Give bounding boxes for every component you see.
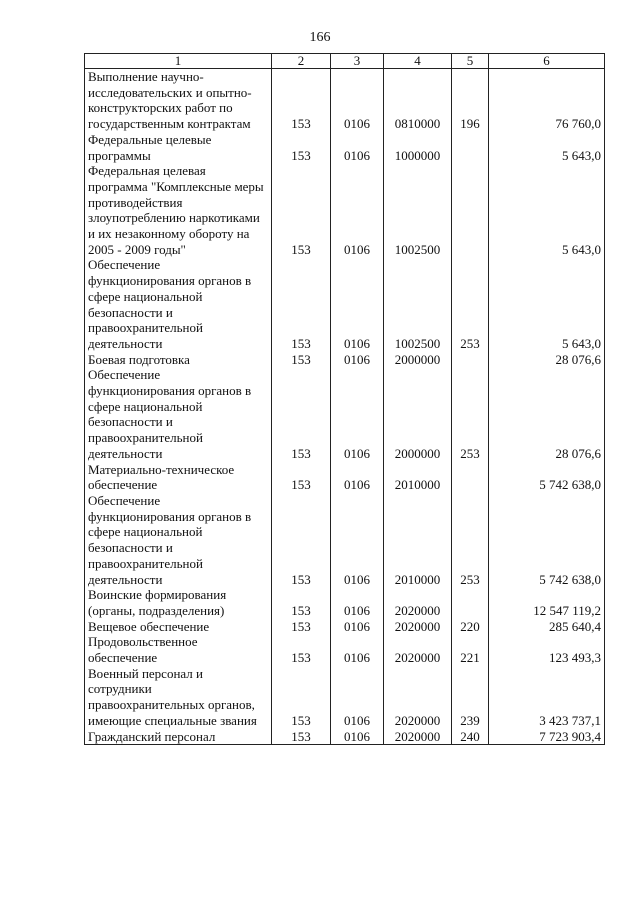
budget-table bbox=[84, 53, 605, 745]
row-code-4: 0810000 bbox=[384, 69, 452, 132]
row-code-2: 153 bbox=[272, 634, 331, 665]
row-code-2: 153 bbox=[272, 257, 331, 351]
table-row bbox=[85, 634, 605, 665]
row-code-5: 240 bbox=[452, 729, 489, 745]
row-name: Военный персонал и сотрудники правоохранительных органов, имеющие специальные звания bbox=[85, 666, 272, 729]
table-row bbox=[85, 462, 605, 493]
row-amount: 3 423 737,1 bbox=[489, 666, 605, 729]
row-name: Обеспечение функционирования органов в сфере национальной безопасности и правоохранительной деятельности bbox=[85, 367, 272, 461]
table-row bbox=[85, 619, 605, 635]
row-code-5: 253 bbox=[452, 257, 489, 351]
row-code-4: 2010000 bbox=[384, 462, 452, 493]
row-code-4: 2000000 bbox=[384, 352, 452, 368]
row-code-5: 220 bbox=[452, 619, 489, 635]
table-row bbox=[85, 257, 605, 351]
row-code-2: 153 bbox=[272, 493, 331, 587]
row-code-5 bbox=[452, 163, 489, 257]
row-amount: 5 742 638,0 bbox=[489, 462, 605, 493]
header-col-5: 5 bbox=[452, 54, 489, 69]
row-code-3: 0106 bbox=[331, 666, 384, 729]
row-code-3: 0106 bbox=[331, 587, 384, 618]
table-header-row bbox=[85, 54, 605, 69]
row-code-2: 153 bbox=[272, 666, 331, 729]
row-code-3: 0106 bbox=[331, 257, 384, 351]
row-code-4: 2000000 bbox=[384, 367, 452, 461]
row-amount: 285 640,4 bbox=[489, 619, 605, 635]
row-code-2: 153 bbox=[272, 587, 331, 618]
header-col-4: 4 bbox=[384, 54, 452, 69]
header-col-6: 6 bbox=[489, 54, 605, 69]
row-code-2: 153 bbox=[272, 729, 331, 745]
row-amount: 28 076,6 bbox=[489, 352, 605, 368]
row-name: Воинские формирования (органы, подразделения) bbox=[85, 587, 272, 618]
row-code-5: 253 bbox=[452, 367, 489, 461]
row-code-2: 153 bbox=[272, 163, 331, 257]
row-code-2: 153 bbox=[272, 352, 331, 368]
header-col-2: 2 bbox=[272, 54, 331, 69]
table-row bbox=[85, 132, 605, 163]
row-code-3: 0106 bbox=[331, 619, 384, 635]
header-col-1: 1 bbox=[85, 54, 272, 69]
row-code-5 bbox=[452, 462, 489, 493]
row-code-5 bbox=[452, 132, 489, 163]
row-code-2: 153 bbox=[272, 132, 331, 163]
row-code-5 bbox=[452, 352, 489, 368]
row-code-3: 0106 bbox=[331, 69, 384, 132]
row-code-4: 2020000 bbox=[384, 587, 452, 618]
row-code-3: 0106 bbox=[331, 462, 384, 493]
row-name: Обеспечение функционирования органов в сфере национальной безопасности и правоохранительной деятельности bbox=[85, 493, 272, 587]
row-code-3: 0106 bbox=[331, 367, 384, 461]
row-code-4: 1002500 bbox=[384, 163, 452, 257]
row-code-2: 153 bbox=[272, 462, 331, 493]
row-name: Гражданский персонал bbox=[85, 729, 272, 745]
row-name: Боевая подготовка bbox=[85, 352, 272, 368]
row-name: Обеспечение функционирования органов в сфере национальной безопасности и правоохранительной деятельности bbox=[85, 257, 272, 351]
row-amount: 28 076,6 bbox=[489, 367, 605, 461]
row-code-3: 0106 bbox=[331, 729, 384, 745]
row-amount: 12 547 119,2 bbox=[489, 587, 605, 618]
row-amount: 5 643,0 bbox=[489, 132, 605, 163]
table-row bbox=[85, 367, 605, 461]
table-row bbox=[85, 163, 605, 257]
row-code-4: 2010000 bbox=[384, 493, 452, 587]
header-col-3: 3 bbox=[331, 54, 384, 69]
row-code-3: 0106 bbox=[331, 634, 384, 665]
row-name: Вещевое обеспечение bbox=[85, 619, 272, 635]
row-amount: 5 742 638,0 bbox=[489, 493, 605, 587]
row-code-2: 153 bbox=[272, 69, 331, 132]
row-name: Материально-техническое обеспечение bbox=[85, 462, 272, 493]
row-name: Выполнение научно-исследовательских и опытно-конструкторских работ по государственным контрактам bbox=[85, 69, 272, 132]
row-code-5 bbox=[452, 587, 489, 618]
row-code-2: 153 bbox=[272, 619, 331, 635]
row-amount: 5 643,0 bbox=[489, 257, 605, 351]
row-code-4: 2020000 bbox=[384, 634, 452, 665]
row-code-3: 0106 bbox=[331, 132, 384, 163]
row-code-2: 153 bbox=[272, 367, 331, 461]
row-amount: 7 723 903,4 bbox=[489, 729, 605, 745]
row-name: Федеральные целевые программы bbox=[85, 132, 272, 163]
row-code-4: 2020000 bbox=[384, 619, 452, 635]
row-code-5: 253 bbox=[452, 493, 489, 587]
table-row bbox=[85, 587, 605, 618]
table-row bbox=[85, 493, 605, 587]
row-code-4: 2020000 bbox=[384, 729, 452, 745]
row-code-5: 221 bbox=[452, 634, 489, 665]
table-row bbox=[85, 729, 605, 745]
row-code-3: 0106 bbox=[331, 493, 384, 587]
row-code-3: 0106 bbox=[331, 163, 384, 257]
row-name: Федеральная целевая программа "Комплексные меры противодействия злоупотреблению наркотиками и их незаконному обороту на 2005 - 2009 годы" bbox=[85, 163, 272, 257]
table-row bbox=[85, 69, 605, 132]
row-code-4: 1000000 bbox=[384, 132, 452, 163]
row-name: Продовольственное обеспечение bbox=[85, 634, 272, 665]
table-row bbox=[85, 352, 605, 368]
row-code-4: 2020000 bbox=[384, 666, 452, 729]
row-code-5: 239 bbox=[452, 666, 489, 729]
row-code-5: 196 bbox=[452, 69, 489, 132]
row-amount: 123 493,3 bbox=[489, 634, 605, 665]
row-code-3: 0106 bbox=[331, 352, 384, 368]
page-number: 166 bbox=[309, 30, 331, 45]
row-amount: 5 643,0 bbox=[489, 163, 605, 257]
row-code-4: 1002500 bbox=[384, 257, 452, 351]
table-row bbox=[85, 666, 605, 729]
row-amount: 76 760,0 bbox=[489, 69, 605, 132]
